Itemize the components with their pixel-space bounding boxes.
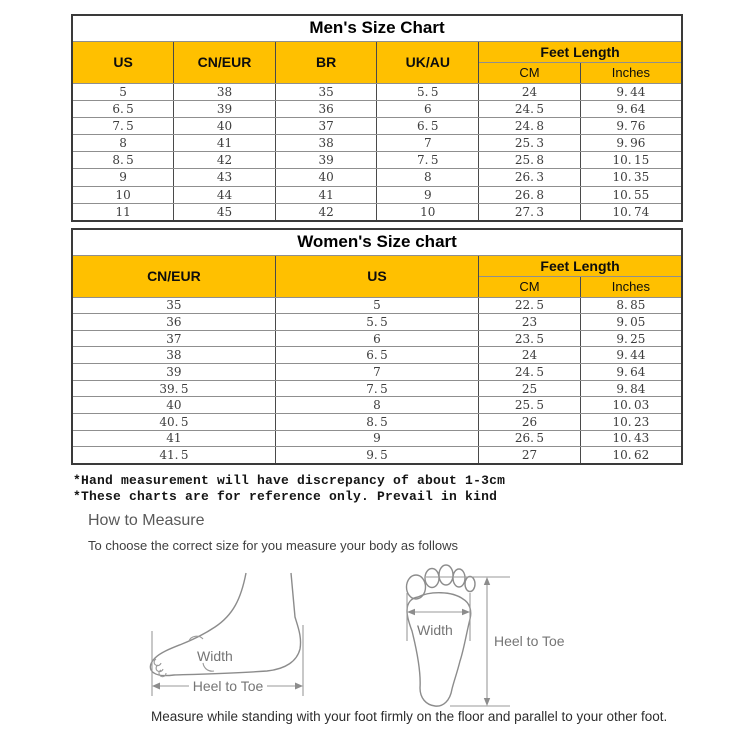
table-cell: 10. 35 <box>580 169 682 186</box>
table-cell: 6 <box>275 330 478 347</box>
arrowhead-down-icon <box>484 698 490 706</box>
table-cell: 24 <box>479 83 581 100</box>
table-cell: 7 <box>275 364 478 381</box>
table-row <box>72 135 682 152</box>
how-to-measure-heading: How to Measure <box>88 512 205 529</box>
table-cell: 25. 8 <box>479 152 581 169</box>
mens-column-header-br: BR <box>275 41 377 83</box>
table-cell: 9. 96 <box>580 135 682 152</box>
table-cell: 10. 15 <box>580 152 682 169</box>
table-cell: 40 <box>174 117 276 134</box>
table-cell: 40 <box>72 397 275 414</box>
mens-size-chart-table <box>71 14 683 222</box>
table-cell: 7. 5 <box>275 380 478 397</box>
table-row <box>72 380 682 397</box>
table-row <box>72 100 682 117</box>
womens-subheader-cm: CM <box>479 276 581 297</box>
table-cell: 25 <box>479 380 581 397</box>
table-cell: 6 <box>377 100 479 117</box>
foot-side-view-diagram <box>145 563 313 709</box>
table-cell: 9 <box>275 430 478 447</box>
table-row <box>72 364 682 381</box>
table-cell: 38 <box>275 135 377 152</box>
table-cell: 39 <box>72 364 275 381</box>
top-width-label: Width <box>417 622 453 638</box>
toe-icon <box>453 569 465 587</box>
table-cell: 8. 85 <box>580 297 682 314</box>
table-cell: 5 <box>72 83 174 100</box>
table-cell: 37 <box>72 330 275 347</box>
mens-subheader-inches: Inches <box>580 62 682 83</box>
table-cell: 41 <box>275 186 377 203</box>
table-cell: 38 <box>174 83 276 100</box>
table-cell: 10 <box>377 203 479 221</box>
table-row <box>72 83 682 100</box>
how-to-measure-subtext: To choose the correct size for you measure your body as follows <box>88 538 458 553</box>
table-cell: 39. 5 <box>72 380 275 397</box>
mens-column-header-cneur: CN/EUR <box>174 41 276 83</box>
table-cell: 25. 5 <box>479 397 581 414</box>
table-cell: 44 <box>174 186 276 203</box>
womens-size-chart-table <box>71 228 683 465</box>
table-cell: 10. 43 <box>580 430 682 447</box>
womens-chart-title: Women's Size chart <box>72 229 682 255</box>
table-cell: 27 <box>479 447 581 464</box>
table-row <box>72 347 682 364</box>
arrowhead-right-icon <box>295 683 303 690</box>
table-cell: 10. 23 <box>580 413 682 430</box>
mens-column-header-us: US <box>72 41 174 83</box>
table-cell: 40. 5 <box>72 413 275 430</box>
womens-column-header-us: US <box>275 255 478 297</box>
table-cell: 22. 5 <box>479 297 581 314</box>
table-cell: 5. 5 <box>377 83 479 100</box>
table-row <box>72 413 682 430</box>
table-row <box>72 186 682 203</box>
arrowhead-right-icon <box>462 609 470 615</box>
table-cell: 10. 03 <box>580 397 682 414</box>
table-cell: 35 <box>275 83 377 100</box>
table-cell: 8 <box>72 135 174 152</box>
disclaimer-notes <box>73 473 505 505</box>
side-heel-to-toe-label: Heel to Toe <box>192 678 264 694</box>
table-cell: 9. 44 <box>580 347 682 364</box>
table-row <box>72 430 682 447</box>
table-cell: 24. 5 <box>479 364 581 381</box>
mens-table-body <box>72 83 682 221</box>
table-row <box>72 152 682 169</box>
table-row <box>72 169 682 186</box>
womens-column-header-cneur: CN/EUR <box>72 255 275 297</box>
table-cell: 10. 55 <box>580 186 682 203</box>
table-cell: 37 <box>275 117 377 134</box>
arrowhead-left-icon <box>407 609 415 615</box>
table-cell: 27. 3 <box>479 203 581 221</box>
side-width-label: Width <box>197 648 233 664</box>
table-cell: 24. 5 <box>479 100 581 117</box>
note-hand-measurement: *Hand measurement will have discrepancy of about 1-3cm <box>73 473 506 488</box>
foot-sole-outline <box>407 593 471 706</box>
mens-column-header-ukau: UK/AU <box>377 41 479 83</box>
table-cell: 26 <box>479 413 581 430</box>
table-cell: 9. 84 <box>580 380 682 397</box>
table-cell: 7 <box>377 135 479 152</box>
foot-top-view-diagram <box>400 561 572 713</box>
womens-feet-length-header: Feet Length <box>479 255 682 276</box>
table-cell: 9. 64 <box>580 364 682 381</box>
table-cell: 6. 5 <box>377 117 479 134</box>
ball-arc-line <box>203 663 214 671</box>
table-cell: 9. 64 <box>580 100 682 117</box>
mens-feet-length-header: Feet Length <box>479 41 682 62</box>
table-row <box>72 330 682 347</box>
table-cell: 42 <box>275 203 377 221</box>
table-cell: 9. 76 <box>580 117 682 134</box>
table-cell: 9. 44 <box>580 83 682 100</box>
table-cell: 45 <box>174 203 276 221</box>
table-row <box>72 447 682 464</box>
table-cell: 7. 5 <box>377 152 479 169</box>
table-cell: 9. 5 <box>275 447 478 464</box>
table-cell: 35 <box>72 297 275 314</box>
table-cell: 8 <box>377 169 479 186</box>
table-cell: 5 <box>275 297 478 314</box>
table-cell: 10. 74 <box>580 203 682 221</box>
mens-subheader-cm: CM <box>479 62 581 83</box>
top-heel-to-toe-label: Heel to Toe <box>494 633 565 649</box>
womens-table-body <box>72 297 682 464</box>
table-row <box>72 397 682 414</box>
table-row <box>72 297 682 314</box>
arrowhead-left-icon <box>152 683 160 690</box>
table-cell: 8 <box>275 397 478 414</box>
table-cell: 40 <box>275 169 377 186</box>
table-cell: 42 <box>174 152 276 169</box>
table-cell: 10 <box>72 186 174 203</box>
table-cell: 8. 5 <box>275 413 478 430</box>
table-cell: 7. 5 <box>72 117 174 134</box>
table-cell: 25. 3 <box>479 135 581 152</box>
table-cell: 23 <box>479 314 581 331</box>
table-cell: 9. 25 <box>580 330 682 347</box>
mens-chart-title: Men's Size Chart <box>72 15 682 41</box>
table-cell: 43 <box>174 169 276 186</box>
table-cell: 41. 5 <box>72 447 275 464</box>
table-cell: 39 <box>174 100 276 117</box>
table-cell: 10. 62 <box>580 447 682 464</box>
table-cell: 41 <box>72 430 275 447</box>
table-cell: 8. 5 <box>72 152 174 169</box>
table-row <box>72 203 682 221</box>
table-cell: 9 <box>72 169 174 186</box>
table-cell: 26. 5 <box>479 430 581 447</box>
table-cell: 6. 5 <box>72 100 174 117</box>
table-cell: 5. 5 <box>275 314 478 331</box>
table-cell: 36 <box>72 314 275 331</box>
table-cell: 26. 3 <box>479 169 581 186</box>
table-cell: 39 <box>275 152 377 169</box>
note-reference-only: *These charts are for reference only. Prevail in kind <box>73 489 498 504</box>
table-cell: 26. 8 <box>479 186 581 203</box>
table-row <box>72 314 682 331</box>
measure-instruction-footer: Measure while standing with your foot firmly on the floor and parallel to your other foot. <box>151 709 668 724</box>
table-cell: 23. 5 <box>479 330 581 347</box>
table-cell: 9. 05 <box>580 314 682 331</box>
table-row <box>72 117 682 134</box>
toe-curl-icon <box>154 659 161 666</box>
arrowhead-up-icon <box>484 577 490 585</box>
table-cell: 24 <box>479 347 581 364</box>
table-cell: 38 <box>72 347 275 364</box>
table-cell: 41 <box>174 135 276 152</box>
toe-icon <box>425 569 439 588</box>
table-cell: 24. 8 <box>479 117 581 134</box>
womens-subheader-inches: Inches <box>580 276 682 297</box>
table-cell: 6. 5 <box>275 347 478 364</box>
table-cell: 11 <box>72 203 174 221</box>
table-cell: 9 <box>377 186 479 203</box>
toe-icon <box>439 565 453 585</box>
toe-icon <box>465 577 475 592</box>
table-cell: 36 <box>275 100 377 117</box>
